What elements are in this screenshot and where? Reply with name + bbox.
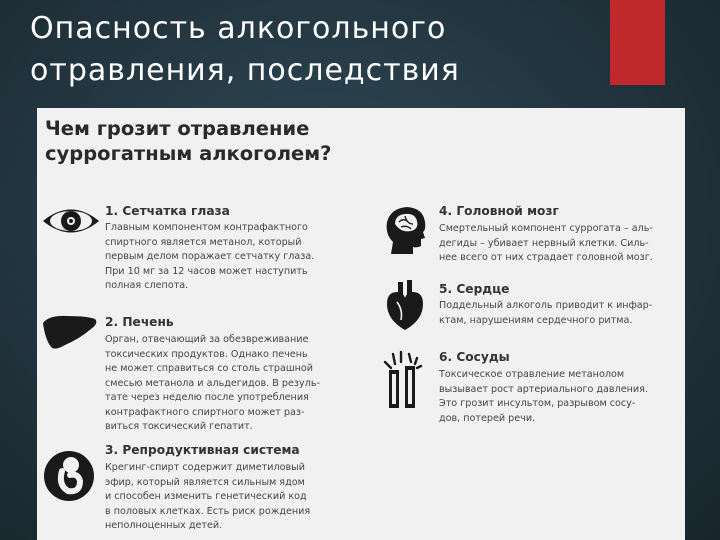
item-brain	[377, 200, 685, 270]
fetus-icon	[42, 449, 96, 503]
blood-vessels-icon	[381, 348, 427, 410]
item-heading: 4. Головной мозг	[439, 204, 559, 218]
item-description: Токсическое отравление метанолом вызывает рост артериального давления. Это грозит инсультом, разрывом сосу- дов, потерей речи.	[439, 369, 648, 424]
item-description: Орган, отвечающий за обезвреживание токсических продуктов. Однако печень не может справиться со столь страшной смесью метанола и альдегидов. В резуль- тате через неделю после употребления контрафактного спиртного может раз- виться токсический гепатит.	[105, 334, 320, 432]
eye-icon	[41, 204, 101, 238]
infographic-panel	[37, 108, 685, 540]
liver-icon	[39, 313, 99, 353]
item-description: Крегинг-спирт содержит диметиловый эфир, который является сильным ядом и способен изменить генетический код в половых клетках. Есть риск рождения неполноценных детей.	[105, 462, 311, 531]
item-retina	[37, 200, 367, 300]
item-heart	[377, 278, 685, 338]
slide-title-line-1: Опасность алкогольного	[30, 11, 447, 46]
item-description: Смертельный компонент суррогата – аль- дегиды – убивает нервный клетки. Силь- нее всего от них страдает головной мозг.	[439, 223, 653, 263]
slide-title	[30, 8, 590, 92]
infographic-title-line-1: Чем грозит отравление	[45, 117, 310, 140]
item-reproductive-system	[37, 441, 367, 540]
infographic-title	[45, 116, 445, 166]
brain-head-icon	[383, 204, 429, 256]
heart-icon	[383, 280, 427, 332]
item-heading: 2. Печень	[105, 315, 174, 329]
item-description: Главным компонентом контрафактного спиртного является метанол, который первым делом поражает сетчатку глаза. При 10 мг за 12 часов может наступить полная слепота.	[105, 222, 315, 291]
item-heading: 3. Репродуктивная система	[105, 443, 300, 457]
slide-title-line-2: отравления, последствия	[30, 53, 460, 88]
item-blood-vessels	[377, 344, 685, 434]
item-heading: 1. Сетчатка глаза	[105, 204, 230, 218]
infographic-title-line-2: суррогатным алкоголем?	[45, 142, 332, 165]
item-liver	[37, 311, 367, 441]
item-description: Поддельный алкоголь приводит к инфар- ктам, нарушениям сердечного ритма.	[439, 300, 653, 326]
item-heading: 6. Сосуды	[439, 350, 510, 364]
item-heading: 5. Сердце	[439, 282, 510, 296]
accent-bar	[610, 0, 665, 85]
